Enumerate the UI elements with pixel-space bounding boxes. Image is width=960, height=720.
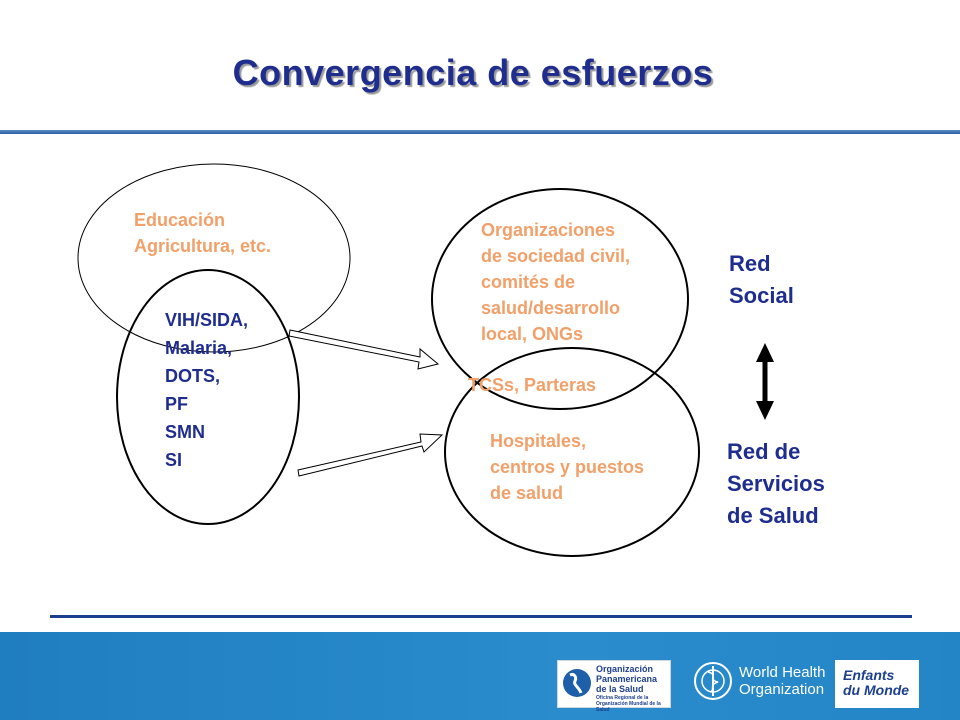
slide-title: Convergencia de esfuerzos (232, 52, 714, 93)
paho-logo-icon (561, 667, 593, 699)
arrow-lower (298, 434, 442, 476)
left-inner-text: VIH/SIDA, Malaria, DOTS, PF SMN SI (165, 310, 249, 470)
bottom-right-text: Hospitales, centros y puestos de salud (490, 431, 645, 503)
double-arrow (756, 343, 774, 420)
enfants-du-monde-logo (835, 660, 919, 708)
paho-text: Organización Panamericana de la Salud (596, 664, 658, 694)
who-text: World Health Organization (739, 664, 826, 698)
overlap-text: TCSs, Parteras (468, 375, 597, 395)
footer-divider (50, 615, 912, 618)
arrow-upper (289, 330, 438, 369)
paho-subtext: Oficina Regional de la Organización Mundial de la Salud (596, 695, 661, 713)
who-emblem-icon (692, 660, 734, 702)
label-red-servicios: Red de Servicios de Salud (727, 439, 825, 528)
left-outer-text: Educación Agricultura, etc. (134, 210, 272, 256)
top-right-text: Organizaciones de sociedad civil, comités de salud/desarrollo local, ONGs (481, 220, 631, 344)
enfants-du-monde-logo-icon: Enfants du Monde (843, 667, 910, 698)
label-red-social: Red Social (729, 251, 794, 308)
paho-logo (557, 660, 671, 713)
